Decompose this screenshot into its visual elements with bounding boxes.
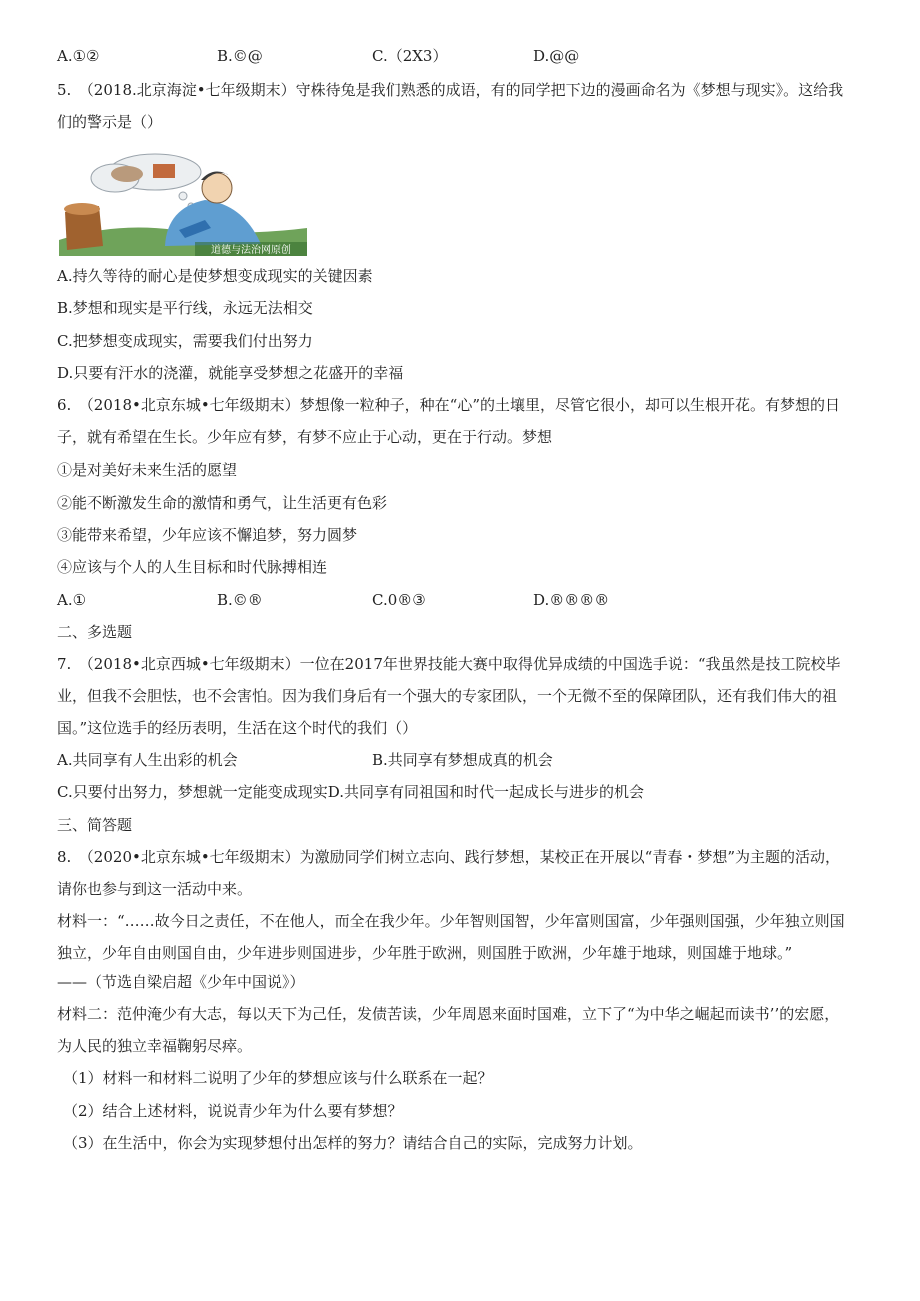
q7-stem-line-3: 国。”这位选手的经历表明，生活在这个时代的我们（） bbox=[57, 719, 418, 737]
q6-item-1: ①是对美好未来生活的愿望 bbox=[57, 461, 238, 479]
option-c: C.0®③ bbox=[372, 591, 426, 609]
option-a: A.共同享有人生出彩的机会 bbox=[57, 751, 238, 769]
q6-options bbox=[57, 590, 877, 610]
option-d: D.®®®® bbox=[533, 591, 610, 609]
cartoon-waiting-for-rabbit bbox=[55, 150, 311, 256]
stump-top bbox=[64, 203, 100, 215]
option-a: A.① bbox=[57, 591, 87, 609]
option-b: B.©® bbox=[217, 591, 263, 609]
meat-shape bbox=[153, 164, 175, 178]
man-robe bbox=[165, 200, 261, 246]
option-b: B.©@ bbox=[217, 47, 263, 65]
q4-options bbox=[57, 46, 877, 66]
q5-option-c: C.把梦想变成现实，需要我们付出努力 bbox=[57, 332, 313, 350]
section-heading-short-answer: 三、简答题 bbox=[57, 816, 133, 834]
q8-stem-line-2: 请你也参与到这一活动中来。 bbox=[57, 880, 253, 898]
q8-material1-line-2: 独立，少年自由则国自由，少年进步则国进步，少年胜于欧洲，则国胜于欧洲，少年雄于地球，则国雄于地球。” bbox=[57, 944, 793, 962]
q6-item-3: ③能带来希望，少年应该不懈追梦，努力圆梦 bbox=[57, 526, 358, 544]
q5-stem-line-1: 5. （2018.北京海淀•七年级期末）守株待兔是我们熟悉的成语，有的同学把下边的漫画命名为《梦想与现实》。这给我 bbox=[57, 81, 844, 99]
q6-stem-line-1: 6. （2018•北京东城•七年级期末）梦想像一粒种子，种在“心”的土壤里，尽管它很小，却可以生根开花。有梦想的日 bbox=[57, 396, 841, 414]
q5-option-d: D.只要有汗水的浇灌，就能享受梦想之花盛开的幸福 bbox=[57, 364, 404, 382]
option-b: B.共同享有梦想成真的机会 bbox=[372, 751, 553, 769]
q8-material2-line-1: 材料二：范仲淹少有大志，每以天下为己任，发债苦读，少年周恩来面时国难，立下了“为中华之崛起而读书’’的宏愿， bbox=[57, 1005, 840, 1023]
q7-options-ab bbox=[57, 750, 877, 770]
q7-stem-line-1: 7. （2018•北京西城•七年级期末）一位在2017年世界技能大赛中取得优异成绩的中国选手说：“我虽然是技工院校毕 bbox=[57, 655, 841, 673]
option-d: D.@@ bbox=[533, 47, 580, 65]
q5-option-a: A.持久等待的耐心是使梦想变成现实的关键因素 bbox=[57, 267, 373, 285]
q8-material1-line-1: 材料一：“……故今日之责任，不在他人，而全在我少年。少年智则国智，少年富则国富，少年强则国强，少年独立则国 bbox=[57, 912, 845, 930]
rabbit-shape bbox=[111, 166, 143, 182]
q6-stem-line-2: 子，就有希望在生长。少年应有梦，有梦不应止于心动，更在于行动。梦想 bbox=[57, 428, 553, 446]
q8-question-2: （2）结合上述材料，说说青少年为什么要有梦想？ bbox=[63, 1102, 403, 1120]
q5-option-b: B.梦想和现实是平行线，永远无法相交 bbox=[57, 299, 313, 317]
q8-stem-line-1: 8. （2020•北京东城•七年级期末）为激励同学们树立志向、践行梦想，某校正在开展以“青春・梦想”为主题的活动， bbox=[57, 848, 841, 866]
q8-question-1: （1）材料一和材料二说明了少年的梦想应该与什么联系在一起？ bbox=[63, 1069, 493, 1087]
option-c: C.（2X3） bbox=[372, 47, 448, 65]
q6-item-4: ④应该与个人的人生目标和时代脉搏相连 bbox=[57, 558, 328, 576]
watermark-text: 道德与法治网原创 bbox=[211, 245, 291, 256]
q8-question-3: （3）在生活中，你会为实现梦想付出怎样的努力？请结合自己的实际，完成努力计划。 bbox=[63, 1134, 643, 1152]
q6-item-2: ②能不断激发生命的激情和勇气，让生活更有色彩 bbox=[57, 494, 388, 512]
q7-stem-line-2: 业，但我不会胆怯，也不会害怕。因为我们身后有一个强大的专家团队，一个无微不至的保障团队，还有我们伟大的祖 bbox=[57, 687, 838, 705]
q8-material2-line-2: 为人民的独立幸福鞠躬尽瘁。 bbox=[57, 1037, 253, 1055]
q8-material1-source: ——（节选自梁启超《少年中国说》） bbox=[57, 973, 305, 991]
section-heading-multi-choice: 二、多选题 bbox=[57, 623, 133, 641]
q7-options-cd: C.只要付出努力，梦想就一定能变成现实D.共同享有同祖国和时代一起成长与进步的机会 bbox=[57, 783, 644, 801]
thought-bubble-dot bbox=[179, 192, 187, 200]
option-a: A.①② bbox=[57, 47, 100, 65]
q5-stem-line-2: 们的警示是（） bbox=[57, 113, 163, 131]
